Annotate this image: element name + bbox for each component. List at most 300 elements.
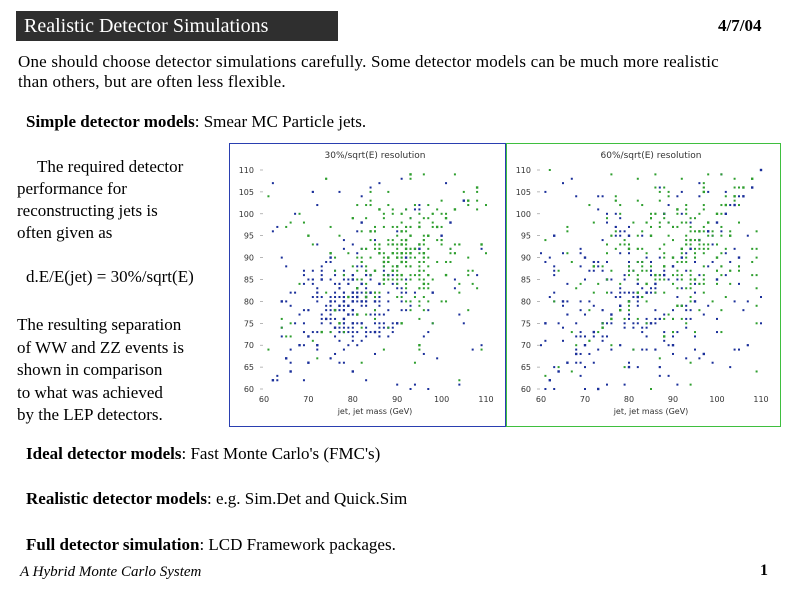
data-point	[410, 305, 412, 307]
data-point	[378, 335, 380, 337]
data-point	[606, 252, 608, 254]
data-point	[423, 309, 425, 311]
data-point	[387, 279, 389, 281]
bullet-text: : Smear MC Particle jets.	[194, 112, 367, 131]
data-point	[347, 296, 349, 298]
data-point	[272, 379, 274, 381]
data-point	[672, 335, 674, 337]
data-point	[606, 217, 608, 219]
data-point	[742, 186, 744, 188]
data-point	[485, 204, 487, 206]
data-point	[641, 327, 643, 329]
y-tick-label: 100	[238, 209, 254, 219]
data-point	[663, 270, 665, 272]
data-point	[307, 279, 309, 281]
data-point	[707, 221, 709, 223]
data-point	[378, 305, 380, 307]
data-point	[423, 283, 425, 285]
data-point	[401, 252, 403, 254]
data-point	[330, 261, 332, 263]
data-point	[716, 221, 718, 223]
separation-line: shown in comparison	[17, 360, 163, 379]
data-point	[360, 283, 362, 285]
data-point	[392, 279, 394, 281]
y-tick-label: 65	[243, 363, 254, 373]
data-point	[676, 296, 678, 298]
data-point	[352, 314, 354, 316]
data-point	[330, 314, 332, 316]
data-point	[676, 305, 678, 307]
data-point	[330, 331, 332, 333]
data-point	[544, 191, 546, 193]
data-point	[566, 230, 568, 232]
data-point	[672, 344, 674, 346]
y-tick-label: 90	[520, 253, 531, 263]
data-point	[738, 195, 740, 197]
data-point	[659, 318, 661, 320]
y-tick-label: 105	[238, 187, 254, 197]
data-point	[414, 257, 416, 259]
data-point	[427, 331, 429, 333]
data-point	[659, 222, 661, 224]
data-point	[628, 362, 630, 364]
data-point	[619, 230, 621, 232]
data-point	[619, 305, 621, 307]
data-point	[663, 274, 665, 276]
data-point	[343, 300, 345, 302]
data-point	[734, 187, 736, 189]
data-point	[756, 274, 758, 276]
data-point	[347, 252, 349, 254]
data-point	[401, 243, 403, 245]
data-point	[668, 279, 670, 281]
data-point	[321, 278, 323, 280]
data-point	[290, 362, 292, 364]
data-point	[712, 235, 714, 237]
data-point	[610, 322, 612, 324]
data-point	[356, 279, 358, 281]
data-point	[716, 270, 718, 272]
data-point	[374, 248, 376, 250]
data-point	[602, 340, 604, 342]
data-point	[338, 283, 340, 285]
data-point	[733, 204, 735, 206]
data-point	[672, 256, 674, 258]
data-point	[637, 283, 639, 285]
data-point	[553, 270, 555, 272]
data-point	[396, 384, 398, 386]
data-point	[632, 270, 634, 272]
data-point	[575, 362, 577, 364]
data-point	[356, 270, 358, 272]
data-point	[325, 305, 327, 307]
data-point	[383, 283, 385, 285]
data-point	[267, 195, 269, 197]
data-point	[458, 283, 460, 285]
data-point	[575, 287, 577, 289]
data-point	[352, 243, 354, 245]
data-point	[676, 384, 678, 386]
data-point	[650, 213, 652, 215]
data-point	[374, 230, 376, 232]
data-point	[681, 305, 683, 307]
data-point	[356, 252, 358, 254]
data-point	[602, 239, 604, 241]
data-point	[445, 182, 447, 184]
data-point	[370, 274, 372, 276]
data-point	[646, 318, 648, 320]
data-point	[698, 230, 700, 232]
data-point	[593, 331, 595, 333]
data-point	[401, 257, 403, 259]
data-point	[646, 222, 648, 224]
data-point	[383, 252, 385, 254]
data-point	[707, 230, 709, 232]
data-point	[597, 331, 599, 333]
data-point	[624, 318, 626, 320]
data-point	[378, 243, 380, 245]
data-point	[414, 208, 416, 210]
data-point	[334, 274, 336, 276]
data-point	[685, 239, 687, 241]
data-point	[414, 204, 416, 206]
data-point	[383, 349, 385, 351]
data-point	[405, 239, 407, 241]
title-box	[16, 11, 338, 41]
data-point	[427, 235, 429, 237]
data-point	[646, 327, 648, 329]
data-point	[610, 279, 612, 281]
data-point	[383, 217, 385, 219]
data-point	[632, 296, 634, 298]
data-point	[401, 178, 403, 180]
data-point	[747, 344, 749, 346]
data-point	[549, 169, 551, 171]
data-point	[360, 221, 362, 223]
data-point	[602, 335, 604, 337]
slide-title: Realistic Detector Simulations	[24, 15, 269, 37]
data-point	[370, 200, 372, 202]
data-point	[400, 230, 402, 232]
data-point	[615, 296, 617, 298]
separation-line: The resulting separation	[17, 315, 182, 334]
data-point	[720, 213, 722, 215]
data-point	[729, 204, 731, 206]
data-point	[383, 213, 385, 215]
data-point	[401, 300, 403, 302]
data-point	[562, 300, 564, 302]
data-point	[619, 252, 621, 254]
data-point	[641, 261, 643, 263]
data-point	[725, 195, 727, 197]
data-point	[615, 235, 617, 237]
data-point	[276, 375, 278, 377]
data-point	[580, 353, 582, 355]
data-point	[725, 191, 727, 193]
data-point	[734, 200, 736, 202]
data-point	[330, 322, 332, 324]
data-point	[441, 239, 443, 241]
data-point	[396, 270, 398, 272]
data-point	[703, 187, 705, 189]
data-point	[566, 300, 568, 302]
data-point	[738, 265, 740, 267]
data-point	[571, 331, 573, 333]
data-point	[387, 292, 389, 294]
data-point	[733, 195, 735, 197]
data-point	[698, 283, 700, 285]
data-point	[285, 265, 287, 267]
data-point	[703, 243, 705, 245]
data-point	[707, 173, 709, 175]
data-point	[659, 257, 661, 259]
data-point	[396, 287, 398, 289]
data-point	[703, 204, 705, 206]
data-point	[751, 274, 753, 276]
data-point	[303, 270, 305, 272]
intro-paragraph: One should choose detector simulations carefully. Some detector models can be much more realistic than others, but are often less flexible.	[18, 52, 719, 91]
data-point	[681, 287, 683, 289]
data-point	[281, 327, 283, 329]
data-point	[316, 344, 318, 346]
data-point	[685, 287, 687, 289]
data-point	[436, 239, 438, 241]
data-point	[423, 243, 425, 245]
data-point	[285, 226, 287, 228]
data-point	[698, 309, 700, 311]
y-tick-label: 60	[243, 385, 254, 394]
data-point	[566, 362, 568, 364]
data-point	[588, 340, 590, 342]
data-point	[374, 309, 376, 311]
data-point	[476, 274, 478, 276]
data-point	[321, 296, 323, 298]
data-point	[668, 204, 670, 206]
data-point	[285, 357, 287, 359]
data-point	[405, 309, 407, 311]
data-point	[290, 349, 292, 351]
data-point	[685, 270, 687, 272]
data-point	[400, 274, 402, 276]
data-point	[299, 213, 301, 215]
data-point	[584, 314, 586, 316]
data-point	[663, 340, 665, 342]
data-point	[405, 243, 407, 245]
scatter-plot-60pct	[506, 143, 781, 427]
data-point	[580, 335, 582, 337]
data-point	[698, 274, 700, 276]
data-point	[410, 248, 412, 250]
data-point	[370, 279, 372, 281]
data-point	[485, 252, 487, 254]
side-text-line: reconstructing jets is	[17, 201, 158, 220]
data-point	[738, 204, 740, 206]
data-point	[690, 318, 692, 320]
data-point	[602, 265, 604, 267]
data-point	[338, 322, 340, 324]
data-point	[454, 287, 456, 289]
data-point	[659, 187, 661, 189]
data-point	[396, 322, 398, 324]
data-point	[553, 265, 555, 267]
data-point	[751, 261, 753, 263]
data-point	[619, 296, 621, 298]
data-point	[703, 274, 705, 276]
data-point	[558, 270, 560, 272]
data-point	[325, 178, 327, 180]
data-point	[361, 261, 363, 263]
data-point	[672, 239, 674, 241]
data-point	[325, 309, 327, 311]
data-point	[423, 173, 425, 175]
data-point	[432, 222, 434, 224]
data-point	[619, 283, 621, 285]
data-point	[374, 292, 376, 294]
data-point	[303, 322, 305, 324]
data-point	[628, 309, 630, 311]
data-point	[378, 331, 380, 333]
data-point	[423, 353, 425, 355]
data-point	[423, 279, 425, 281]
data-point	[707, 305, 709, 307]
data-point	[725, 248, 727, 250]
data-point	[405, 265, 407, 267]
bullet-label: Ideal detector models	[26, 444, 182, 463]
data-point	[423, 335, 425, 337]
data-point	[694, 292, 696, 294]
data-point	[615, 200, 617, 202]
data-point	[432, 213, 434, 215]
data-point	[725, 252, 727, 254]
data-point	[760, 169, 762, 171]
data-point	[338, 309, 340, 311]
data-point	[553, 274, 555, 276]
data-point	[458, 243, 460, 245]
data-point	[299, 314, 301, 316]
data-point	[641, 296, 643, 298]
data-point	[694, 278, 696, 280]
data-point	[343, 296, 345, 298]
data-point	[281, 300, 283, 302]
data-point	[685, 243, 687, 245]
data-point	[716, 213, 718, 215]
data-point	[628, 265, 630, 267]
data-point	[668, 191, 670, 193]
data-point	[685, 305, 687, 307]
data-point	[619, 344, 621, 346]
x-tick-label: 90	[667, 395, 679, 404]
data-point	[303, 331, 305, 333]
data-point	[681, 261, 683, 263]
data-point	[374, 243, 376, 245]
data-point	[409, 173, 411, 175]
data-point	[637, 200, 639, 202]
data-point	[681, 318, 683, 320]
data-point	[356, 296, 358, 298]
data-point	[690, 309, 692, 311]
data-point	[316, 287, 318, 289]
data-point	[725, 296, 727, 298]
data-point	[681, 252, 683, 254]
data-point	[676, 287, 678, 289]
data-point	[698, 182, 700, 184]
data-point	[716, 331, 718, 333]
data-point	[659, 191, 661, 193]
data-point	[405, 261, 407, 263]
bullet-text: : Fast Monte Carlo's (FMC's)	[181, 444, 381, 463]
data-point	[276, 379, 278, 381]
data-point	[316, 349, 318, 351]
data-point	[751, 178, 753, 180]
data-point	[544, 340, 546, 342]
data-point	[458, 314, 460, 316]
data-point	[418, 204, 420, 206]
data-point	[628, 300, 630, 302]
data-point	[659, 226, 661, 228]
data-point	[307, 362, 309, 364]
data-point	[396, 235, 398, 237]
data-point	[606, 261, 608, 263]
data-point	[414, 384, 416, 386]
data-point	[720, 274, 722, 276]
data-point	[472, 349, 474, 351]
data-point	[365, 296, 367, 298]
data-point	[285, 335, 287, 337]
data-point	[646, 335, 648, 337]
side-text-block	[17, 156, 227, 244]
data-point	[481, 349, 483, 351]
data-point	[281, 318, 283, 320]
data-point	[356, 292, 358, 294]
data-point	[410, 274, 412, 276]
data-point	[703, 252, 705, 254]
data-point	[681, 222, 683, 224]
data-point	[396, 283, 398, 285]
data-point	[418, 305, 420, 307]
data-point	[685, 213, 687, 215]
data-point	[646, 252, 648, 254]
data-point	[650, 261, 652, 263]
data-point	[312, 340, 314, 342]
data-point	[334, 309, 336, 311]
bullet-label: Full detector simulation	[26, 535, 200, 554]
data-point	[632, 349, 634, 351]
data-point	[387, 327, 389, 329]
data-point	[361, 362, 363, 364]
data-point	[467, 204, 469, 206]
data-point	[654, 187, 656, 189]
data-point	[365, 217, 367, 219]
data-point	[361, 300, 363, 302]
data-point	[610, 292, 612, 294]
data-point	[663, 187, 665, 189]
data-point	[330, 318, 332, 320]
data-point	[427, 283, 429, 285]
data-point	[553, 366, 555, 368]
data-point	[676, 331, 678, 333]
data-point	[641, 349, 643, 351]
data-point	[396, 230, 398, 232]
data-point	[562, 327, 564, 329]
data-point	[663, 252, 665, 254]
data-point	[575, 349, 577, 351]
data-point	[401, 296, 403, 298]
data-point	[343, 318, 345, 320]
data-point	[672, 283, 674, 285]
data-point	[361, 340, 363, 342]
data-point	[401, 287, 403, 289]
data-point	[571, 370, 573, 372]
